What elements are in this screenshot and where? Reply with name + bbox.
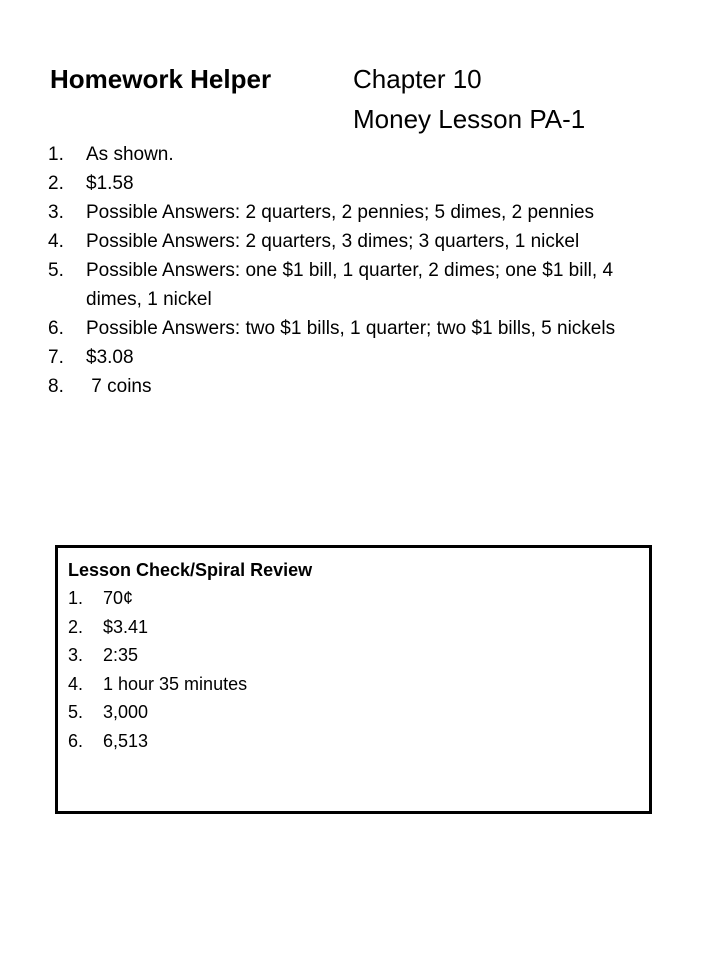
review-text: 70¢ xyxy=(103,588,134,608)
review-text: 1 hour 35 minutes xyxy=(103,673,248,694)
review-item xyxy=(68,584,639,613)
review-number: 6. xyxy=(68,730,84,751)
title-lesson: Money Lesson PA-1 xyxy=(353,104,586,134)
review-item xyxy=(68,698,639,727)
answer-text: Possible Answers: two $1 bills, 1 quarter; two $1 bills, 5 nickels xyxy=(86,318,616,339)
answer-item xyxy=(48,314,668,343)
answer-item xyxy=(48,169,668,198)
review-text: 3,000 xyxy=(103,702,149,722)
review-text: 6,513 xyxy=(103,730,149,751)
review-number: 5. xyxy=(68,702,84,722)
answer-text: Possible Answers: 2 quarters, 3 dimes; 3 quarters, 1 nickel xyxy=(86,231,580,252)
review-number: 1. xyxy=(68,588,84,608)
answer-text: Possible Answers: 2 quarters, 2 pennies; 5 dimes, 2 pennies xyxy=(86,202,595,223)
lesson-check-box xyxy=(55,545,652,814)
answer-item xyxy=(48,256,668,314)
review-item xyxy=(68,670,639,699)
answer-number: 3. xyxy=(48,202,64,223)
title-chapter: Chapter 10 xyxy=(353,64,482,94)
answer-item xyxy=(48,343,668,372)
review-number: 4. xyxy=(68,673,84,694)
answer-list xyxy=(48,140,668,401)
answer-item xyxy=(48,227,668,256)
review-item xyxy=(68,613,639,642)
answer-text: 7 coins xyxy=(86,376,152,397)
answer-text: Possible Answers: one $1 bill, 1 quarter, 2 dimes; one $1 bill, 4 dimes, 1 nickel xyxy=(86,260,614,310)
answer-text: $3.08 xyxy=(86,347,134,368)
answer-number: 4. xyxy=(48,231,64,252)
answer-item xyxy=(48,140,668,169)
answer-number: 6. xyxy=(48,318,64,339)
answer-text: As shown. xyxy=(86,144,174,165)
review-text: 2:35 xyxy=(103,645,139,665)
review-item xyxy=(68,727,639,756)
review-number: 3. xyxy=(68,645,84,665)
review-number: 2. xyxy=(68,616,84,637)
answer-text: $1.58 xyxy=(86,173,134,194)
answer-number: 1. xyxy=(48,144,64,165)
review-item xyxy=(68,641,639,670)
title-homework-helper: Homework Helper xyxy=(50,64,272,94)
answer-item xyxy=(48,198,668,227)
answer-item xyxy=(48,372,668,401)
lesson-check-title: Lesson Check/Spiral Review xyxy=(68,560,313,580)
answer-number: 8. xyxy=(48,376,64,397)
answer-number: 5. xyxy=(48,260,64,281)
review-text: $3.41 xyxy=(103,616,149,637)
answer-number: 7. xyxy=(48,347,64,368)
answer-number: 2. xyxy=(48,173,64,194)
review-list xyxy=(68,584,639,755)
